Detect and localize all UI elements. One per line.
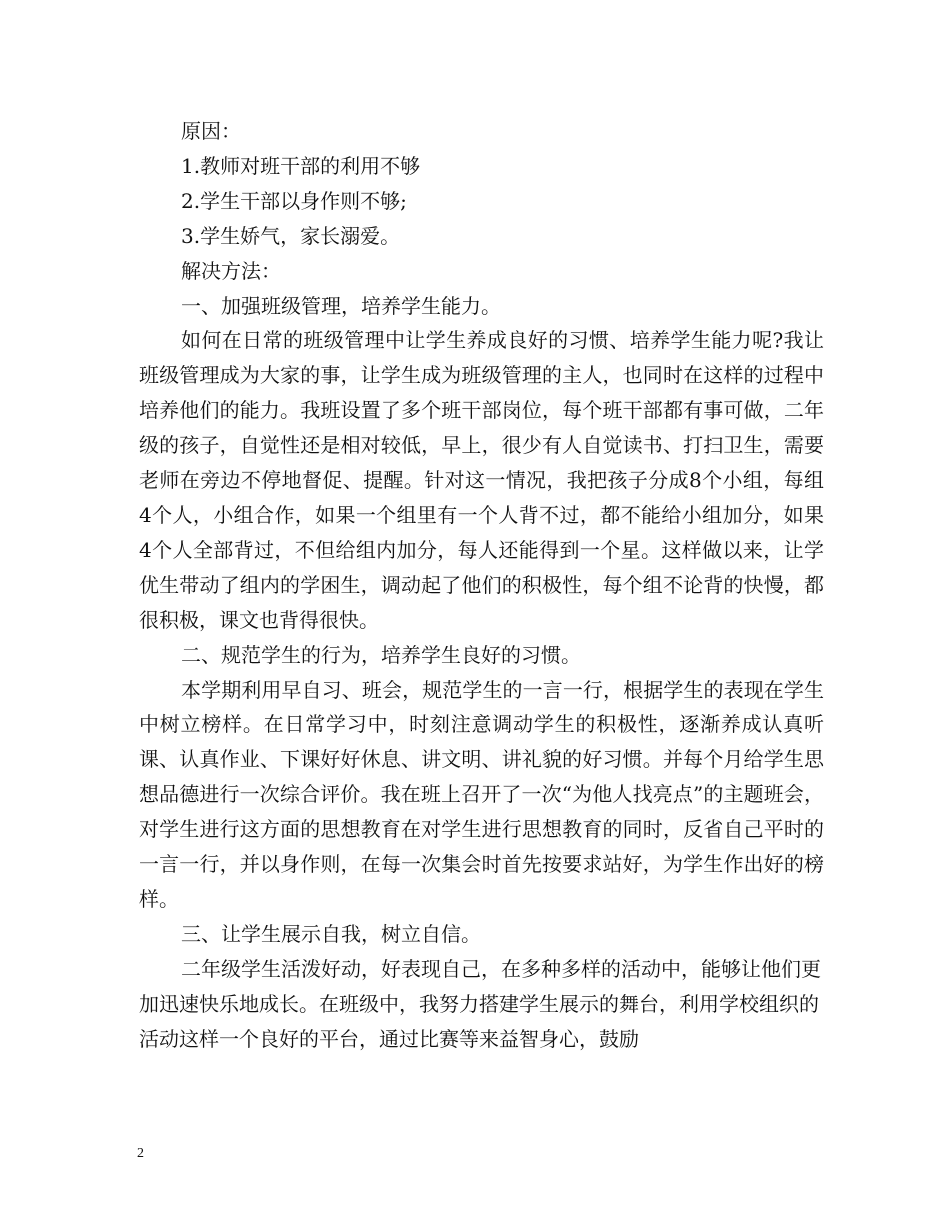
paragraph-reason-2: 2.学生干部以身作则不够; <box>181 188 407 213</box>
section-heading-2: 二、规范学生的行为，培养学生良好的习惯。 <box>181 642 581 667</box>
section-body-2: 本学期利用早自习、班会，规范学生的一言一行，根据学生的表现在学生中树立榜样。在日常学习中，时刻注意调动学生的积极性，逐渐养成认真听课、认真作业、下课好好休息、讲文明、讲礼貌的好习惯。并每个月给学生思想品德进行一次综合评价。我在班上召开了一次“为他人找亮点”的主题班会，对学生进行这方面的思想教育在对学生进行思想教育的同时，反省自己平时的一言一行，并以身作则，在每一次集会时首先按要求站好，为学生作出好的榜样。 <box>139 677 824 911</box>
paragraph-reasons-heading: 原因： <box>181 119 241 143</box>
paragraph-reason-1: 1.教师对班干部的利用不够 <box>181 153 421 178</box>
section-body-3: 二年级学生活泼好动，好表现自己，在多种多样的活动中，能够让他们更加迅速快乐地成长。在班级中，我努力搭建学生展示的舞台，利用学校组织的活动这样一个良好的平台，通过比赛等来益智身心，鼓励 <box>139 956 821 1051</box>
section-heading-1: 一、加强班级管理，培养学生能力。 <box>181 293 501 318</box>
document-body <box>139 114 824 1056</box>
section-body-1: 如何在日常的班级管理中让学生养成良好的习惯、培养学生能力呢?我让班级管理成为大家的事，让学生成为班级管理的主人，也同时在这样的过程中培养他们的能力。我班设置了多个班干部岗位，每个班干部都有事可做，二年级的孩子，自觉性还是相对较低，早上，很少有人自觉读书、打扫卫生，需要老师在旁边不停地督促、提醒。针对这一情况，我把孩子分成8个小组，每组4个人，小组合作，如果一个组里有一个人背不过，都不能给小组加分，如果4个人全部背过，不但给组内加分，每人还能得到一个星。这样做以来，让学优生带动了组内的学困生，调动起了他们的积极性，每个组不论背的快慢，都很积极，课文也背得很快。 <box>139 328 824 632</box>
section-heading-3: 三、让学生展示自我，树立自信。 <box>181 921 481 946</box>
paragraph-solutions-heading: 解决方法： <box>181 258 281 283</box>
page-number: 2 <box>137 1146 144 1161</box>
paragraph-reason-3: 3.学生娇气，家长溺爱。 <box>181 223 401 248</box>
